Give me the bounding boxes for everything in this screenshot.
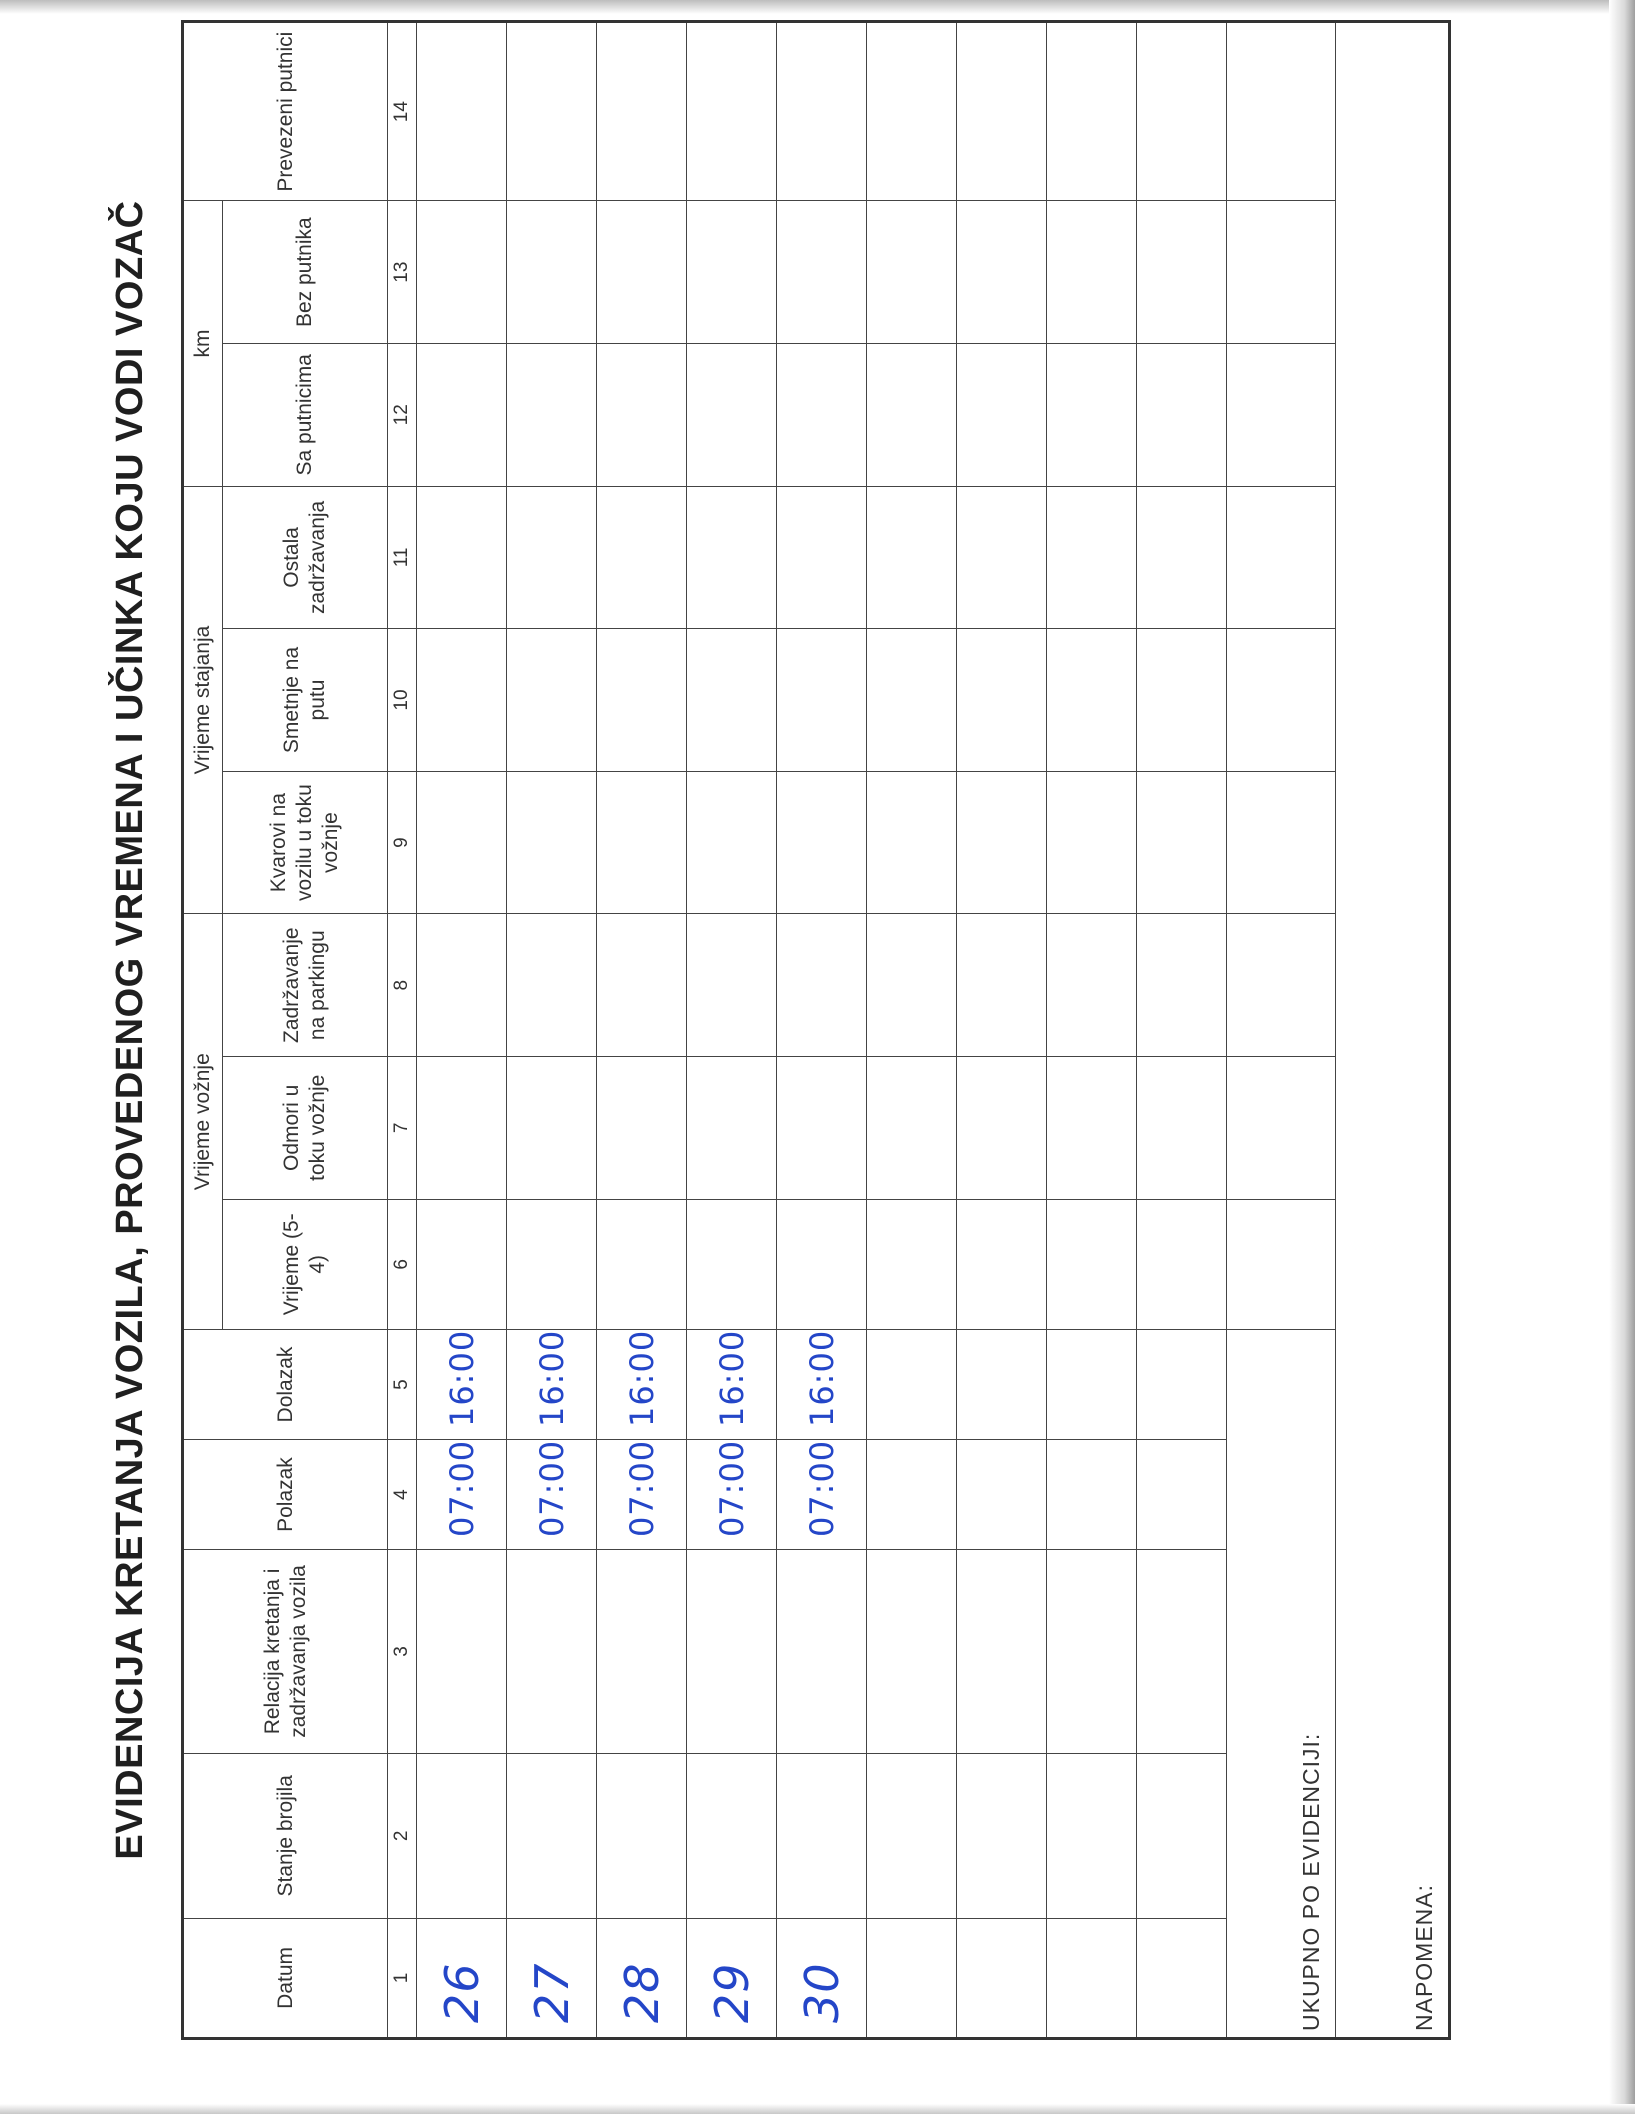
table-row [687,22,777,2039]
cell-kvarovi[interactable] [417,771,507,914]
cell-prevezeni[interactable] [597,22,687,201]
cell-dolazak[interactable] [957,1330,1047,1440]
cell-vrijeme[interactable] [867,1199,957,1329]
col-number: 13 [388,201,417,344]
cell-dolazak[interactable]: 16:00 [597,1330,687,1440]
cell-smetnje[interactable] [687,629,777,772]
cell-dolazak[interactable] [1137,1330,1227,1440]
cell-odmori[interactable] [777,1057,867,1200]
cell-vrijeme[interactable] [417,1199,507,1329]
cell-ostala[interactable] [777,486,867,629]
cell-relacija[interactable] [507,1550,597,1754]
cell-ostala[interactable] [1137,486,1227,629]
col-header-zadrzavanje-parking: Zadržavanje na parkingu [223,914,388,1057]
cell-prevezeni[interactable] [507,22,597,201]
cell-odmori[interactable] [417,1057,507,1200]
header-group-row [183,22,223,2039]
cell-ostala[interactable] [597,486,687,629]
cell-stanje-brojila[interactable] [1137,1753,1227,1918]
cell-sa-putnicima[interactable] [867,343,957,486]
cell-relacija[interactable] [957,1550,1047,1754]
cell-ostala[interactable] [417,486,507,629]
cell-kvarovi[interactable] [957,771,1047,914]
cell-odmori[interactable] [867,1057,957,1200]
col-number: 6 [388,1199,417,1329]
col-number: 7 [388,1057,417,1200]
table-row [417,22,507,2039]
cell-datum[interactable] [1137,1918,1227,2038]
cell-datum[interactable] [867,1918,957,2038]
cell-datum[interactable]: 29 [687,1918,777,2038]
table-row [507,22,597,2039]
evidence-table [181,20,1451,2040]
col-number: 12 [388,343,417,486]
napomena-label[interactable]: NAPOMENA: [1336,22,1450,2039]
col-header-datum: Datum [183,1918,388,2038]
cell-smetnje[interactable] [867,629,957,772]
cell-odmori[interactable] [507,1057,597,1200]
cell-relacija[interactable] [687,1550,777,1754]
group-header-vrijeme-voznje: Vrijeme vožnje [183,914,223,1330]
cell-polazak[interactable] [1137,1440,1227,1550]
cell-vrijeme[interactable] [507,1199,597,1329]
col-header-ostala-zadrzavanja: Ostala zadržavanja [223,486,388,629]
cell-datum[interactable]: 30 [777,1918,867,2038]
total-row [1227,22,1336,2039]
total-cell[interactable] [1227,343,1336,486]
cell-sa-putnicima[interactable] [777,343,867,486]
cell-smetnje[interactable] [1137,629,1227,772]
cell-kvarovi[interactable] [1047,771,1137,914]
col-number: 1 [388,1918,417,2038]
cell-relacija[interactable] [867,1550,957,1754]
cell-odmori[interactable] [597,1057,687,1200]
cell-bez-putnika[interactable] [687,201,777,344]
cell-ostala[interactable] [867,486,957,629]
total-cell[interactable] [1227,22,1336,201]
cell-odmori[interactable] [1137,1057,1227,1200]
cell-prevezeni[interactable] [687,22,777,201]
cell-smetnje[interactable] [1047,629,1137,772]
cell-ostala[interactable] [957,486,1047,629]
col-number: 3 [388,1550,417,1754]
cell-stanje-brojila[interactable] [687,1753,777,1918]
cell-dolazak[interactable] [1047,1330,1137,1440]
cell-vrijeme[interactable] [1137,1199,1227,1329]
cell-kvarovi[interactable] [1137,771,1227,914]
total-cell[interactable] [1227,914,1336,1057]
total-cell[interactable] [1227,201,1336,344]
cell-prevezeni[interactable] [1137,22,1227,201]
total-cell[interactable] [1227,1199,1336,1329]
cell-vrijeme[interactable] [1047,1199,1137,1329]
cell-ostala[interactable] [1047,486,1137,629]
cell-sa-putnicima[interactable] [957,343,1047,486]
cell-stanje-brojila[interactable] [1047,1753,1137,1918]
column-number-row [388,22,417,2039]
cell-prevezeni[interactable] [1047,22,1137,201]
col-header-stanje-brojila: Stanje brojila [183,1753,388,1918]
cell-polazak[interactable]: 07:00 [597,1440,687,1550]
total-cell[interactable] [1227,1057,1336,1200]
col-header-bez-putnika: Bez putnika [223,201,388,344]
cell-smetnje[interactable] [597,629,687,772]
cell-vrijeme[interactable] [597,1199,687,1329]
cell-stanje-brojila[interactable] [867,1753,957,1918]
group-header-vrijeme-stajanja: Vrijeme stajanja [183,486,223,914]
col-header-relacija: Relacija kretanja i zadržavanja vozila [183,1550,388,1754]
col-number: 11 [388,486,417,629]
table-row [867,22,957,2039]
col-header-smetnje: Smetnje na putu [223,629,388,772]
cell-parking[interactable] [507,914,597,1057]
cell-bez-putnika[interactable] [867,201,957,344]
cell-bez-putnika[interactable] [1137,201,1227,344]
cell-parking[interactable] [1137,914,1227,1057]
cell-prevezeni[interactable] [867,22,957,201]
cell-datum[interactable]: 26 [417,1918,507,2038]
col-header-prevezeni-putnici: Prevezeni putnici [183,22,388,201]
cell-stanje-brojila[interactable] [777,1753,867,1918]
col-number: 14 [388,22,417,201]
col-header-odmori: Odmori u toku vožnje [223,1057,388,1200]
cell-polazak[interactable]: 07:00 [507,1440,597,1550]
cell-smetnje[interactable] [957,629,1047,772]
cell-polazak[interactable] [957,1440,1047,1550]
scan-shadow-top [0,0,1635,14]
cell-ostala[interactable] [687,486,777,629]
cell-dolazak[interactable] [867,1330,957,1440]
cell-kvarovi[interactable] [687,771,777,914]
cell-parking[interactable] [1047,914,1137,1057]
group-header-km: km [183,201,223,486]
cell-bez-putnika[interactable] [957,201,1047,344]
cell-stanje-brojila[interactable] [417,1753,507,1918]
cell-parking[interactable] [777,914,867,1057]
col-header-sa-putnicima: Sa putnicima [223,343,388,486]
cell-parking[interactable] [867,914,957,1057]
cell-relacija[interactable] [417,1550,507,1754]
cell-stanje-brojila[interactable] [597,1753,687,1918]
ukupno-label: UKUPNO PO EVIDENCIJI: [1227,1330,1336,2039]
rotated-form-page [85,20,1545,2040]
cell-sa-putnicima[interactable] [507,343,597,486]
cell-dolazak[interactable]: 16:00 [417,1330,507,1440]
total-cell[interactable] [1227,486,1336,629]
table-row [1137,22,1227,2039]
cell-parking[interactable] [957,914,1047,1057]
cell-datum[interactable] [1047,1918,1137,2038]
cell-parking[interactable] [687,914,777,1057]
cell-polazak[interactable]: 07:00 [777,1440,867,1550]
cell-vrijeme[interactable] [777,1199,867,1329]
cell-dolazak[interactable]: 16:00 [687,1330,777,1440]
cell-polazak[interactable]: 07:00 [687,1440,777,1550]
cell-smetnje[interactable] [777,629,867,772]
cell-stanje-brojila[interactable] [957,1753,1047,1918]
col-number: 2 [388,1753,417,1918]
cell-ostala[interactable] [507,486,597,629]
cell-sa-putnicima[interactable] [1137,343,1227,486]
cell-smetnje[interactable] [417,629,507,772]
cell-bez-putnika[interactable] [507,201,597,344]
cell-kvarovi[interactable] [507,771,597,914]
cell-prevezeni[interactable] [957,22,1047,201]
cell-relacija[interactable] [1047,1550,1137,1754]
table-row [1047,22,1137,2039]
cell-datum[interactable] [957,1918,1047,2038]
col-number: 8 [388,914,417,1057]
total-cell[interactable] [1227,771,1336,914]
form-title: EVIDENCIJA KRETANJA VOZILA, PROVEDENOG VREMENA I UČINKA KOJU VODI VOZAČ [109,200,151,1860]
scan-shadow-right [1609,0,1635,2114]
table-row [597,22,687,2039]
cell-kvarovi[interactable] [867,771,957,914]
cell-polazak[interactable] [867,1440,957,1550]
cell-kvarovi[interactable] [777,771,867,914]
cell-dolazak[interactable]: 16:00 [507,1330,597,1440]
col-header-kvarovi: Kvarovi na vozilu u toku vožnje [223,771,388,914]
cell-prevezeni[interactable] [777,22,867,201]
cell-datum[interactable]: 27 [507,1918,597,2038]
cell-vrijeme[interactable] [957,1199,1047,1329]
cell-relacija[interactable] [1137,1550,1227,1754]
cell-vrijeme[interactable] [687,1199,777,1329]
cell-bez-putnika[interactable] [1047,201,1137,344]
cell-bez-putnika[interactable] [597,201,687,344]
cell-relacija[interactable] [777,1550,867,1754]
col-number: 4 [388,1440,417,1550]
total-cell[interactable] [1227,629,1336,772]
note-row [1336,22,1450,2039]
col-header-polazak: Polazak [183,1440,388,1550]
cell-odmori[interactable] [687,1057,777,1200]
cell-odmori[interactable] [957,1057,1047,1200]
cell-sa-putnicima[interactable] [417,343,507,486]
col-header-dolazak: Dolazak [183,1330,388,1440]
cell-parking[interactable] [417,914,507,1057]
table-row [777,22,867,2039]
cell-kvarovi[interactable] [597,771,687,914]
col-header-vrijeme: Vrijeme (5-4) [223,1199,388,1329]
cell-bez-putnika[interactable] [417,201,507,344]
cell-polazak[interactable] [1047,1440,1137,1550]
cell-bez-putnika[interactable] [777,201,867,344]
cell-dolazak[interactable]: 16:00 [777,1330,867,1440]
cell-odmori[interactable] [1047,1057,1137,1200]
cell-sa-putnicima[interactable] [687,343,777,486]
cell-sa-putnicima[interactable] [1047,343,1137,486]
cell-parking[interactable] [597,914,687,1057]
scan-shadow-bottom [0,2104,1635,2114]
col-number: 9 [388,771,417,914]
cell-polazak[interactable]: 07:00 [417,1440,507,1550]
cell-sa-putnicima[interactable] [597,343,687,486]
cell-datum[interactable]: 28 [597,1918,687,2038]
cell-smetnje[interactable] [507,629,597,772]
cell-relacija[interactable] [597,1550,687,1754]
table-row [957,22,1047,2039]
col-number: 5 [388,1330,417,1440]
cell-stanje-brojila[interactable] [507,1753,597,1918]
cell-prevezeni[interactable] [417,22,507,201]
col-number: 10 [388,629,417,772]
